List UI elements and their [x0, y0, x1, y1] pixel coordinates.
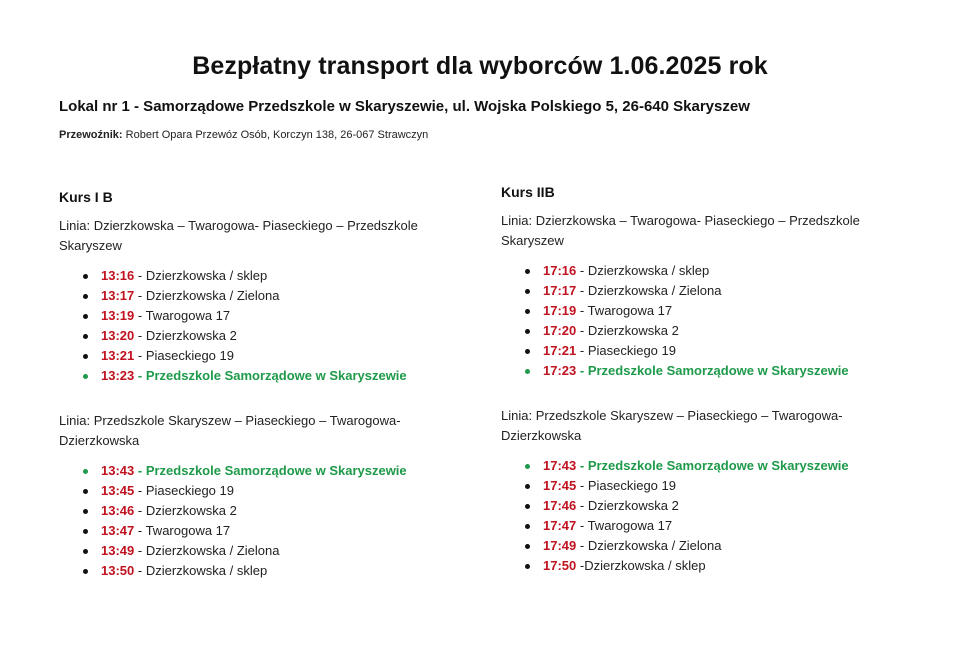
bullet-icon	[525, 564, 530, 569]
stop-place: Przedszkole Samorządowe w Skaryszewie	[587, 458, 849, 473]
route-line: Linia: Przedszkole Skaryszew – Piaseckiego – Twarogowa- Dzierzkowska	[501, 408, 843, 443]
stop-time: 17:16	[543, 263, 577, 278]
stop-separator: -	[576, 323, 588, 338]
stop-item	[83, 326, 439, 346]
stop-place: Dzierzkowska / sklep	[145, 563, 268, 578]
course-title: Kurs I B	[59, 189, 113, 205]
stop-time: 17:50	[543, 558, 577, 573]
stop-separator: -	[134, 483, 146, 498]
stop-list	[501, 261, 881, 381]
stop-time: 13:21	[101, 348, 135, 363]
stop-time: 17:20	[543, 323, 577, 338]
stop-place: Twarogowa 17	[587, 518, 673, 533]
polling-station-address: Lokal nr 1 - Samorządowe Przedszkole w Skaryszewie, ul. Wojska Polskiego 5, 26-640 Skaryszew	[59, 98, 750, 115]
stop-separator: -	[576, 363, 588, 378]
route-block	[59, 411, 439, 581]
route-line: Linia: Dzierzkowska – Twarogowa- Piaseckiego – Przedszkole Skaryszew	[59, 218, 418, 253]
stop-separator: -	[134, 368, 146, 383]
stop-item	[83, 346, 439, 366]
bullet-icon	[83, 489, 88, 494]
stop-place: Piaseckiego 19	[587, 478, 676, 493]
stop-item	[525, 301, 881, 321]
stop-place: Twarogowa 17	[145, 523, 231, 538]
bullet-icon	[83, 274, 88, 279]
bullet-icon	[83, 314, 88, 319]
stop-list	[59, 461, 439, 581]
bullet-icon	[525, 484, 530, 489]
bullet-icon	[83, 509, 88, 514]
stop-separator: -	[134, 463, 146, 478]
bullet-icon	[525, 269, 530, 274]
stop-place: Dzierzkowska / sklep	[587, 263, 710, 278]
stop-separator: -	[134, 308, 146, 323]
stop-separator: -	[134, 523, 146, 538]
stop-place: Dzierzkowska / sklep	[145, 268, 268, 283]
stop-place: Dzierzkowska 2	[587, 498, 679, 513]
stop-place: Przedszkole Samorządowe w Skaryszewie	[145, 368, 407, 383]
stop-separator: -	[576, 458, 588, 473]
stop-item	[83, 501, 439, 521]
stop-time: 17:21	[543, 343, 577, 358]
stop-separator: -	[576, 498, 588, 513]
stop-place: Dzierzkowska / Zielona	[145, 543, 280, 558]
stop-separator: -	[576, 478, 588, 493]
stop-item	[83, 306, 439, 326]
stop-separator: -	[576, 303, 588, 318]
bullet-icon	[83, 549, 88, 554]
stop-time: 13:20	[101, 328, 135, 343]
stop-place: Twarogowa 17	[587, 303, 673, 318]
stop-separator: -	[134, 348, 146, 363]
stop-place: Przedszkole Samorządowe w Skaryszewie	[587, 363, 849, 378]
bullet-icon	[525, 349, 530, 354]
bullet-icon	[83, 354, 88, 359]
course-2	[501, 184, 881, 576]
stop-place: Dzierzkowska 2	[145, 328, 237, 343]
stop-item	[525, 516, 881, 536]
stop-item-destination	[525, 456, 881, 476]
stop-place: Dzierzkowska 2	[145, 503, 237, 518]
stop-item	[525, 261, 881, 281]
stop-item-destination	[525, 361, 881, 381]
stop-item	[525, 321, 881, 341]
stop-list	[59, 266, 439, 386]
stop-item	[525, 476, 881, 496]
stop-separator: -	[134, 288, 146, 303]
stop-time: 13:23	[101, 368, 135, 383]
stop-time: 17:19	[543, 303, 577, 318]
route-line: Linia: Przedszkole Skaryszew – Piaseckiego – Twarogowa- Dzierzkowska	[59, 413, 401, 448]
stop-separator: -	[576, 558, 585, 573]
stop-time: 13:46	[101, 503, 135, 518]
stop-item	[83, 541, 439, 561]
route-block	[501, 406, 881, 576]
stop-item-destination	[83, 461, 439, 481]
stop-place: Dzierzkowska / Zielona	[145, 288, 280, 303]
stop-item	[525, 556, 881, 576]
carrier-value: Robert Opara Przewóz Osób, Korczyn 138, 26-067 Strawczyn	[125, 129, 429, 141]
stop-item	[83, 266, 439, 286]
bullet-icon	[525, 504, 530, 509]
stop-time: 13:45	[101, 483, 135, 498]
stop-time: 17:23	[543, 363, 577, 378]
stop-time: 17:49	[543, 538, 577, 553]
course-title: Kurs IIB	[501, 184, 555, 200]
bullet-icon	[525, 369, 530, 374]
stop-separator: -	[134, 543, 146, 558]
bullet-icon	[525, 544, 530, 549]
bullet-icon	[525, 309, 530, 314]
stop-time: 17:47	[543, 518, 577, 533]
bullet-icon	[83, 469, 88, 474]
bullet-icon	[83, 569, 88, 574]
stop-separator: -	[576, 518, 588, 533]
bullet-icon	[525, 464, 530, 469]
bullet-icon	[83, 334, 88, 339]
stop-item	[83, 286, 439, 306]
stop-place: Dzierzkowska / Zielona	[587, 283, 722, 298]
bullet-icon	[525, 289, 530, 294]
stop-time: 17:43	[543, 458, 577, 473]
route-line: Linia: Dzierzkowska – Twarogowa- Piaseckiego – Przedszkole Skaryszew	[501, 213, 860, 248]
stop-time: 13:50	[101, 563, 135, 578]
bullet-icon	[525, 329, 530, 334]
stop-separator: -	[134, 503, 146, 518]
stop-time: 13:47	[101, 523, 135, 538]
stop-item-destination	[83, 366, 439, 386]
stop-place: Twarogowa 17	[145, 308, 231, 323]
page-title: Bezpłatny transport dla wyborców 1.06.2025 rok	[192, 52, 768, 80]
stop-item	[83, 521, 439, 541]
stop-place: Przedszkole Samorządowe w Skaryszewie	[145, 463, 407, 478]
stop-place: Dzierzkowska / Zielona	[587, 538, 722, 553]
route-block	[59, 216, 439, 386]
stop-item	[525, 341, 881, 361]
bullet-icon	[83, 529, 88, 534]
carrier-label: Przewoźnik:	[59, 129, 123, 141]
stop-item	[83, 481, 439, 501]
stop-separator: -	[576, 263, 588, 278]
carrier-info	[59, 129, 428, 141]
bullet-icon	[525, 524, 530, 529]
stop-separator: -	[576, 343, 588, 358]
stop-time: 17:17	[543, 283, 577, 298]
stop-item	[525, 536, 881, 556]
course-1	[59, 189, 439, 581]
stop-place: Dzierzkowska / sklep	[584, 558, 706, 573]
stop-separator: -	[576, 538, 588, 553]
stop-time: 13:16	[101, 268, 135, 283]
stop-place: Dzierzkowska 2	[587, 323, 679, 338]
stop-separator: -	[134, 328, 146, 343]
stop-place: Piaseckiego 19	[145, 348, 234, 363]
stop-time: 17:46	[543, 498, 577, 513]
stop-place: Piaseckiego 19	[145, 483, 234, 498]
stop-place: Piaseckiego 19	[587, 343, 676, 358]
bullet-icon	[83, 374, 88, 379]
route-block	[501, 211, 881, 381]
stop-time: 17:45	[543, 478, 577, 493]
stop-item	[83, 561, 439, 581]
stop-item	[525, 281, 881, 301]
stop-list	[501, 456, 881, 576]
bullet-icon	[83, 294, 88, 299]
stop-time: 13:19	[101, 308, 135, 323]
stop-time: 13:49	[101, 543, 135, 558]
stop-separator: -	[134, 268, 146, 283]
stop-separator: -	[576, 283, 588, 298]
stop-item	[525, 496, 881, 516]
stop-time: 13:43	[101, 463, 135, 478]
stop-time: 13:17	[101, 288, 135, 303]
stop-separator: -	[134, 563, 146, 578]
